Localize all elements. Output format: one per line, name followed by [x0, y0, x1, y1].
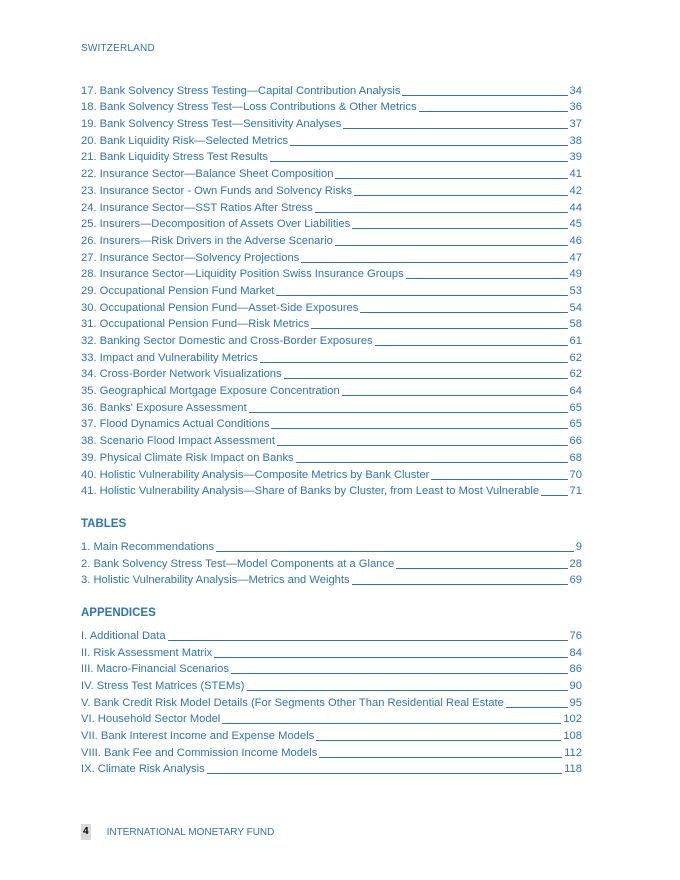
footer-organization: INTERNATIONAL MONETARY FUND [106, 826, 275, 838]
dot-leader [222, 723, 561, 724]
toc-entry-title: 41. Holistic Vulnerability Analysis—Share of Banks by Cluster, from Least to Most Vulnerable [81, 485, 540, 498]
toc-entry[interactable] [81, 365, 582, 382]
dot-leader [315, 212, 568, 213]
toc-entry-title: VII. Bank Interest Income and Expense Models [81, 730, 315, 743]
toc-entry[interactable] [81, 164, 582, 181]
toc-entry-title: V. Bank Credit Risk Model Details (For Segments Other Than Residential Real Estate [81, 696, 504, 709]
running-header: SWITZERLAND [81, 43, 155, 54]
toc-entry-title: 32. Banking Sector Domestic and Cross-Border Exposures [81, 335, 373, 347]
toc-entry-page: 71 [569, 485, 582, 498]
toc-entry-page: 38 [569, 134, 582, 147]
appendices-list [81, 626, 582, 776]
toc-entry-page: 90 [569, 680, 582, 692]
toc-entry-page: 36 [569, 101, 582, 114]
dot-leader [168, 640, 568, 641]
toc-entry[interactable] [81, 298, 582, 315]
dot-leader [541, 495, 567, 496]
toc-entry[interactable] [81, 465, 582, 482]
toc-entry[interactable] [81, 348, 582, 365]
toc-entry[interactable] [81, 131, 582, 148]
toc-entry-title: 29. Occupational Pension Fund Market [81, 284, 275, 297]
tables-heading: TABLES [81, 518, 127, 531]
toc-entry-title: III. Macro-Financial Scenarios [81, 663, 229, 676]
toc-entry[interactable] [81, 482, 582, 499]
toc-entry-title: 26. Insurers—Risk Drivers in the Adverse Scenario [81, 234, 333, 247]
toc-entry-page: 9 [575, 540, 582, 553]
toc-entry-page: 95 [569, 696, 582, 709]
toc-entry-page: 34 [569, 84, 582, 97]
toc-entry[interactable] [81, 381, 582, 398]
tables-list [81, 537, 582, 587]
dot-leader [296, 462, 568, 463]
toc-entry-title: 22. Insurance Sector—Balance Sheet Composition [81, 168, 334, 181]
toc-entry[interactable] [81, 265, 582, 282]
toc-entry-title: 21. Bank Liquidity Stress Test Results [81, 151, 268, 164]
toc-entry-page: 84 [569, 646, 582, 659]
dot-leader [249, 412, 568, 413]
toc-entry[interactable] [81, 231, 582, 248]
toc-entry[interactable] [81, 98, 582, 115]
toc-entry[interactable] [81, 431, 582, 448]
toc-entry-page: 68 [569, 451, 582, 464]
toc-entry-title: 34. Cross-Border Network Visualizations [81, 368, 282, 381]
toc-entry-title: 27. Insurance Sector—Solvency Projections [81, 251, 300, 264]
toc-entry-title: 28. Insurance Sector—Liquidity Position Swiss Insurance Groups [81, 268, 404, 281]
toc-entry-title: 33. Impact and Vulnerability Metrics [81, 351, 258, 364]
toc-entry[interactable] [81, 331, 582, 348]
dot-leader [214, 657, 567, 658]
figures-list [81, 81, 582, 498]
toc-entry-page: 64 [569, 385, 582, 398]
toc-entry[interactable] [81, 398, 582, 415]
toc-entry[interactable] [81, 537, 582, 554]
toc-entry-page: 45 [569, 218, 582, 231]
dot-leader [284, 378, 568, 379]
toc-entry-title: 40. Holistic Vulnerability Analysis—Composite Metrics by Bank Cluster [81, 468, 430, 481]
dot-leader [231, 673, 568, 674]
dot-leader [431, 479, 567, 480]
toc-entry-page: 54 [569, 301, 582, 314]
dot-leader [316, 740, 561, 741]
toc-entry-title: 1. Main Recommendations [81, 540, 215, 553]
toc-entry-title: 3. Holistic Vulnerability Analysis—Metrics and Weights [81, 574, 350, 587]
dot-leader [216, 551, 574, 552]
dot-leader [271, 428, 567, 429]
toc-entry[interactable] [81, 726, 582, 743]
dot-leader [342, 395, 568, 396]
toc-entry-page: 41 [569, 168, 582, 181]
dot-leader [375, 345, 568, 346]
toc-entry-title: 39. Physical Climate Risk Impact on Banks [81, 451, 294, 464]
dot-leader [311, 328, 567, 329]
dot-leader [301, 262, 567, 263]
toc-entry-title: 36. Banks' Exposure Assessment [81, 401, 247, 414]
toc-entry[interactable] [81, 415, 582, 432]
toc-entry-title: 35. Geographical Mortgage Exposure Concentration [81, 385, 340, 398]
dot-leader [506, 707, 568, 708]
toc-entry[interactable] [81, 281, 582, 298]
toc-entry-page: 46 [569, 234, 582, 247]
toc-entry[interactable] [81, 81, 582, 98]
toc-entry[interactable] [81, 248, 582, 265]
toc-entry-page: 102 [563, 713, 582, 726]
toc-entry-page: 49 [569, 268, 582, 281]
toc-entry[interactable] [81, 676, 582, 693]
dot-leader [406, 278, 568, 279]
toc-entry-page: 42 [569, 184, 582, 197]
toc-entry[interactable] [81, 643, 582, 660]
toc-entry-title: 20. Bank Liquidity Risk—Selected Metrics [81, 134, 289, 147]
toc-entry[interactable] [81, 148, 582, 165]
dot-leader [277, 445, 568, 446]
dot-leader [335, 178, 567, 179]
toc-entry[interactable] [81, 626, 582, 643]
toc-entry-title: 19. Bank Solvency Stress Test—Sensitivity Analyses [81, 118, 342, 131]
toc-entry-page: 86 [569, 663, 582, 676]
toc-entry[interactable] [81, 571, 582, 588]
dot-leader [402, 95, 567, 96]
toc-entry-page: 44 [569, 201, 582, 214]
toc-entry-title: II. Risk Assessment Matrix [81, 646, 213, 659]
toc-entry-title: 37. Flood Dynamics Actual Conditions [81, 418, 270, 431]
toc-entry-title: IX. Climate Risk Analysis [81, 763, 205, 776]
toc-entry[interactable] [81, 448, 582, 465]
toc-entry[interactable] [81, 693, 582, 710]
toc-entry-title: 18. Bank Solvency Stress Test—Loss Contributions & Other Metrics [81, 101, 417, 114]
dot-leader [343, 128, 567, 129]
dot-leader [335, 245, 568, 246]
toc-entry[interactable] [81, 181, 582, 198]
dot-leader [354, 195, 567, 196]
toc-entry-title: 24. Insurance Sector—SST Ratios After Stress [81, 201, 313, 214]
toc-entry-page: 47 [569, 251, 582, 264]
toc-entry-page: 28 [569, 557, 582, 570]
toc-entry[interactable] [81, 215, 582, 232]
toc-entry[interactable] [81, 760, 582, 777]
dot-leader [290, 145, 567, 146]
toc-entry-page: 70 [569, 468, 582, 481]
toc-entry[interactable] [81, 710, 582, 727]
page-number: 4 [81, 824, 91, 840]
toc-entry-page: 76 [569, 629, 582, 642]
toc-entry[interactable] [81, 554, 582, 571]
dot-leader [352, 228, 567, 229]
toc-entry-title: 30. Occupational Pension Fund—Asset-Side Exposures [81, 301, 359, 314]
dot-leader [319, 757, 562, 758]
toc-entry-title: IV. Stress Test Matrices (STEMs) [81, 680, 245, 692]
table-of-contents [81, 81, 582, 776]
toc-entry-title: 25. Insurers—Decomposition of Assets Over Liabilities [81, 218, 351, 231]
toc-entry-title: 23. Insurance Sector - Own Funds and Solvency Risks [81, 184, 353, 197]
toc-entry-title: VI. Household Sector Model [81, 713, 221, 726]
toc-entry-page: 62 [569, 351, 582, 364]
toc-entry-page: 118 [564, 763, 582, 776]
dot-leader [270, 161, 568, 162]
toc-entry-page: 108 [563, 730, 582, 743]
dot-leader [260, 362, 568, 363]
toc-entry-title: 2. Bank Solvency Stress Test—Model Components at a Glance [81, 557, 395, 570]
toc-entry-page: 37 [569, 118, 582, 131]
toc-entry-title: 38. Scenario Flood Impact Assessment [81, 435, 276, 448]
toc-entry-title: 31. Occupational Pension Fund—Risk Metrics [81, 318, 310, 331]
toc-entry-title: 17. Bank Solvency Stress Testing—Capital Contribution Analysis [81, 84, 401, 97]
dot-leader [396, 568, 567, 569]
toc-entry[interactable] [81, 198, 582, 215]
dot-leader [352, 584, 568, 585]
dot-leader [419, 111, 568, 112]
dot-leader [276, 295, 567, 296]
toc-entry-page: 112 [564, 746, 582, 759]
toc-entry-page: 53 [569, 284, 582, 297]
toc-entry[interactable] [81, 114, 582, 131]
toc-entry-page: 39 [569, 151, 582, 164]
toc-entry-page: 69 [569, 574, 582, 587]
dot-leader [360, 312, 567, 313]
toc-entry[interactable] [81, 315, 582, 332]
toc-entry-page: 66 [569, 435, 582, 448]
appendices-heading: APPENDICES [81, 607, 156, 620]
dot-leader [207, 773, 562, 774]
toc-entry-page: 58 [569, 318, 582, 331]
toc-entry-title: I. Additional Data [81, 629, 166, 642]
toc-entry-page: 62 [569, 368, 582, 381]
toc-entry-page: 61 [569, 335, 582, 347]
toc-entry[interactable] [81, 660, 582, 677]
toc-entry-page: 65 [569, 418, 582, 431]
toc-entry-page: 65 [569, 401, 582, 414]
toc-entry-title: VIII. Bank Fee and Commission Income Models [81, 746, 318, 759]
dot-leader [247, 690, 568, 691]
toc-entry[interactable] [81, 743, 582, 760]
page-footer [81, 824, 274, 840]
